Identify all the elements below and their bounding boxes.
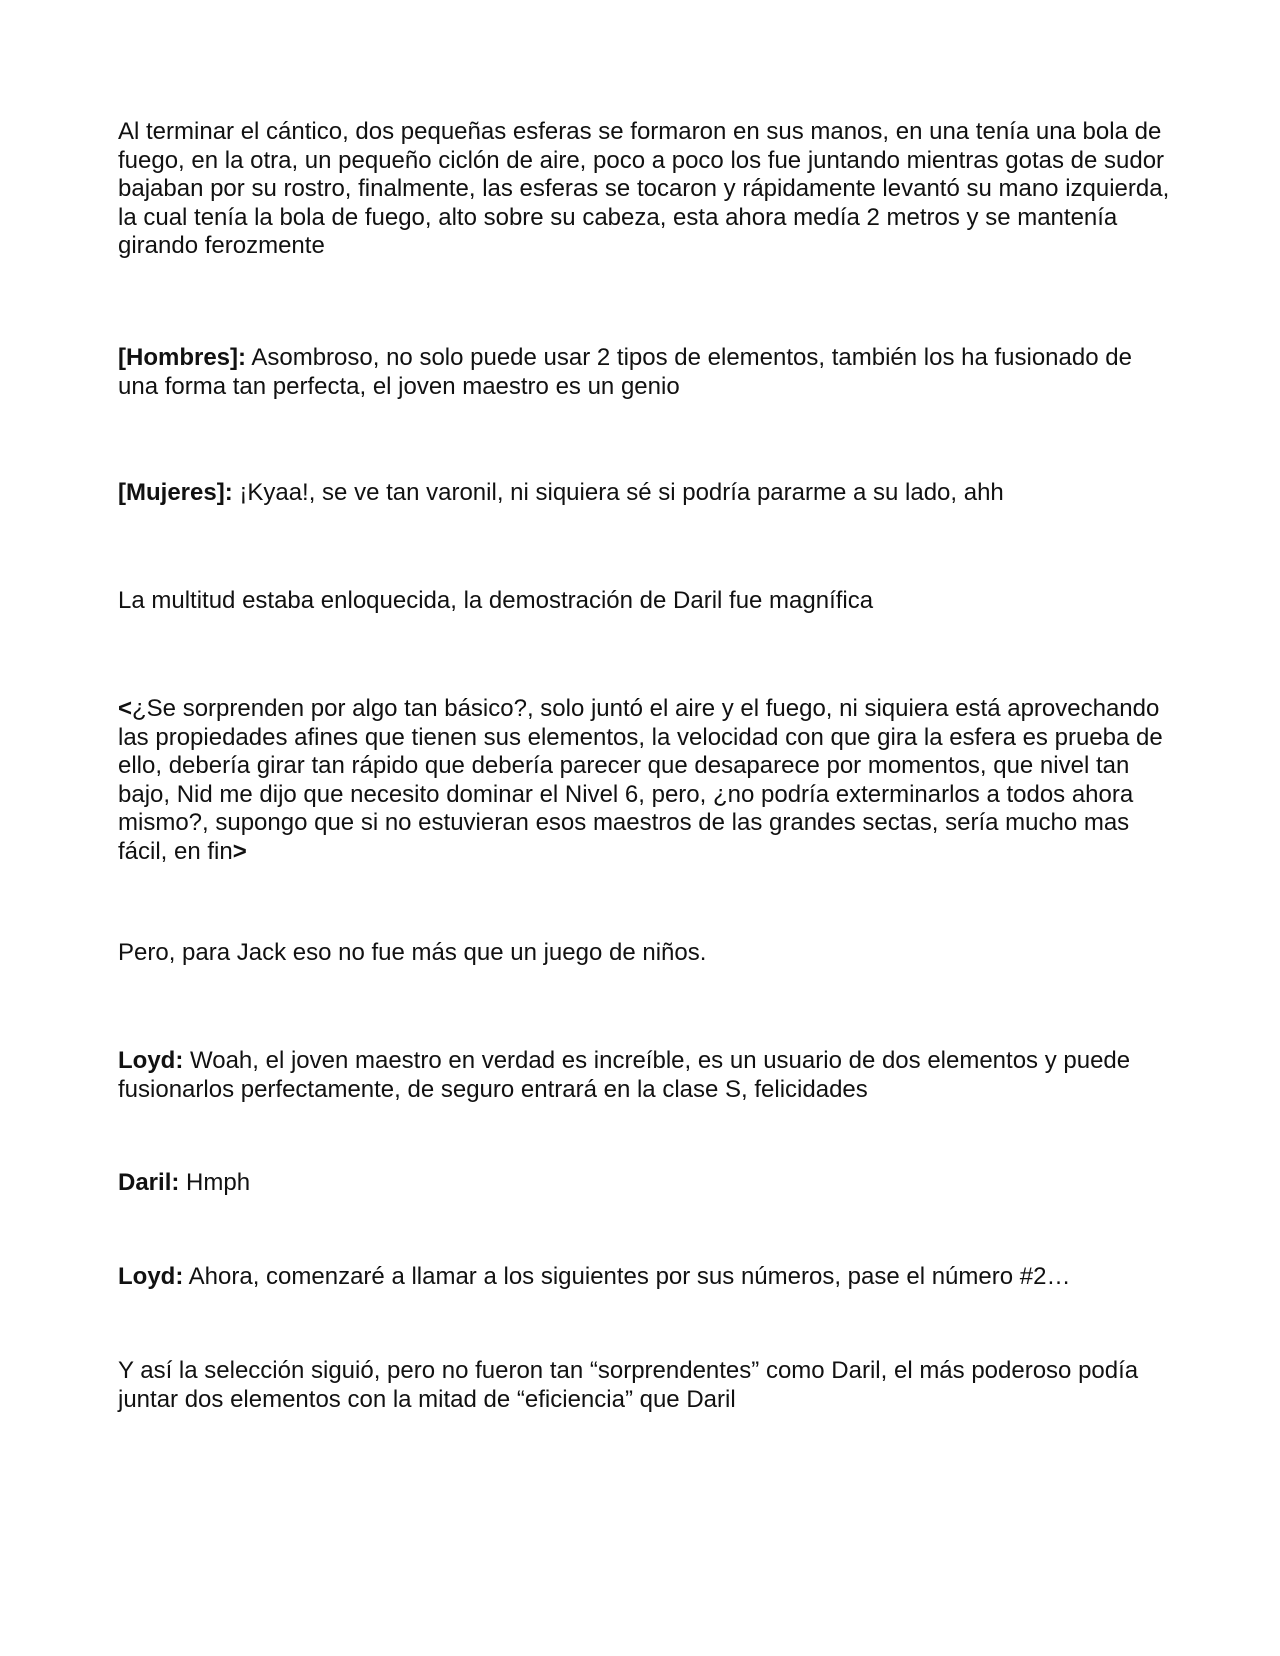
dialogue-text: Woah, el joven maestro en verdad es increíble, es un usuario de dos elementos y puede fusionarlos perfectamente, de seguro entrará en la clase S, felicidades xyxy=(118,1047,1131,1103)
thought-close-mark: > xyxy=(232,837,247,865)
dialogue-text: ¡Kyaa!, se ve tan varonil, ni siquiera sé si podría pararme a su lado, ahh xyxy=(232,479,1004,506)
paragraph-dialogue-hombres xyxy=(118,344,1178,401)
paragraph-text: La multitud estaba enloquecida, la demostración de Daril fue magnífica xyxy=(118,587,874,614)
paragraph-text: Pero, para Jack eso no fue más que un juego de niños. xyxy=(118,939,707,966)
paragraph-dialogue-loyd-2 xyxy=(118,1263,1178,1292)
speaker-label: [Mujeres]: xyxy=(118,479,233,506)
dialogue-text: Asombroso, no solo puede usar 2 tipos de elementos, también los ha fusionado de una forma tan perfecta, el joven maestro es un genio xyxy=(118,344,1132,400)
speaker-label: [Hombres]: xyxy=(118,344,247,371)
thought-open-mark: < xyxy=(118,695,133,722)
paragraph-dialogue-loyd-1 xyxy=(118,1047,1178,1104)
dialogue-text: Hmph xyxy=(179,1169,251,1196)
speaker-label: Loyd: xyxy=(118,1047,184,1074)
paragraph-text: Al terminar el cántico, dos pequeñas esferas se formaron en sus manos, en una tenía una bola de fuego, en la otra, un pequeño ciclón de aire, poco a poco los fue juntando mientras gotas de sudor bajaban por su rostro, finalmente, las esferas se tocaron y rápidamente levantó su mano izquierda, la cual tenía la bola de fuego, alto sobre su cabeza, esta ahora medía 2 metros y se mantenía girando ferozmente xyxy=(118,118,1170,259)
paragraph-narration-chant xyxy=(118,118,1178,261)
dialogue-text: Ahora, comenzaré a llamar a los siguientes por sus números, pase el número #2… xyxy=(183,1263,1071,1290)
thought-text: ¿Se sorprenden por algo tan básico?, solo juntó el aire y el fuego, ni siquiera está aprovechando las propiedades afines que tienen sus elementos, la velocidad con que gira la esfera es prueba de ello, debería girar tan rápido que debería parecer que desaparece por momentos, que nivel tan bajo, Nid me dijo que necesito dominar el Nivel 6, pero, ¿no podría exterminarlos a todos ahora mismo?, supongo que si no estuvieran esos maestros de las grandes sectas, sería mucho mas fácil, en fin xyxy=(118,695,1163,865)
paragraph-narration-crowd xyxy=(118,587,1178,616)
paragraph-narration-jack xyxy=(118,939,1178,968)
speaker-label: Daril: xyxy=(118,1169,180,1196)
paragraph-text: Y así la selección siguió, pero no fueron tan “sorprendentes” como Daril, el más poderoso podía juntar dos elementos con la mitad de “eficiencia” que Daril xyxy=(118,1357,1139,1413)
paragraph-dialogue-mujeres xyxy=(118,479,1178,508)
paragraph-narration-selection xyxy=(118,1357,1178,1414)
paragraph-inner-thought xyxy=(118,695,1178,866)
paragraph-dialogue-daril xyxy=(118,1169,1178,1198)
speaker-label: Loyd: xyxy=(118,1263,184,1290)
